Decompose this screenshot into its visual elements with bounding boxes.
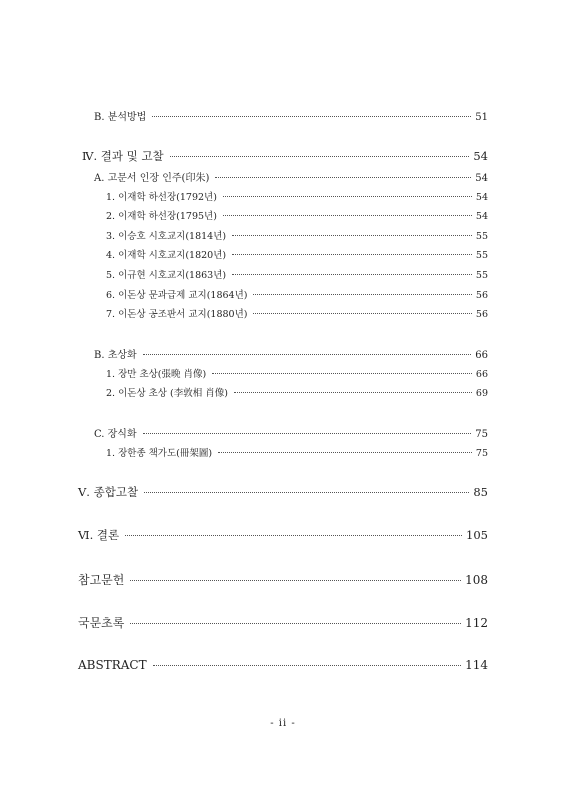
toc-entry	[78, 658, 488, 672]
toc-entry-label: 2. 이재학 하선장(1795년)	[106, 211, 217, 222]
toc-entry-page: 55	[475, 270, 488, 281]
toc-entry-label: C. 장식화	[94, 429, 137, 440]
toc-leader	[223, 215, 472, 216]
toc-leader	[152, 116, 471, 117]
toc-entry-page: 51	[475, 112, 488, 123]
toc-entry-page: 54	[475, 192, 488, 203]
toc-entry-label: 4. 이재학 시호교지(1820년)	[106, 250, 227, 261]
toc-entry-page: 85	[473, 485, 488, 499]
toc-entry	[106, 247, 488, 261]
toc-entry	[78, 571, 488, 588]
toc-leader	[143, 354, 472, 355]
toc-leader	[143, 433, 472, 434]
toc-entry-label: B. 분석방법	[94, 112, 147, 123]
toc-entry-label: 3. 이승호 시호교지(1814년)	[106, 231, 227, 242]
toc-entry-page: 75	[475, 429, 488, 440]
toc-entry	[94, 169, 488, 184]
toc-leader	[130, 623, 461, 624]
toc-entry-page: 69	[475, 388, 488, 399]
toc-entry-label: 5. 이규현 시호교지(1863년)	[106, 270, 227, 281]
toc-entry-label: 6. 이돈상 문과급제 교지(1864년)	[106, 290, 248, 301]
toc-entry-label: 1. 장한종 책가도(冊架圖)	[106, 448, 213, 459]
toc-leader	[253, 313, 471, 314]
toc-entry	[94, 346, 488, 361]
toc-entry-page: 66	[475, 350, 488, 361]
toc-entry-label: B. 초상화	[94, 350, 137, 361]
toc-leader	[212, 373, 472, 374]
toc-entry-page: 114	[465, 658, 488, 672]
toc-entry-page: 56	[475, 309, 488, 320]
toc-entry-page: 105	[466, 528, 488, 542]
toc-leader	[215, 177, 471, 178]
toc-entry-label: 1. 장만 초상(張晩 肖像)	[106, 369, 207, 380]
toc-leader	[232, 274, 472, 275]
toc-entry-label: ABSTRACT	[78, 658, 147, 672]
toc-entry-page: 54	[473, 149, 488, 163]
toc-entry	[106, 445, 488, 459]
toc-entry-label: Ⅴ. 종합고찰	[78, 485, 139, 499]
toc-entry-page: 112	[465, 616, 488, 630]
toc-leader	[130, 580, 461, 581]
toc-leader	[253, 294, 471, 295]
toc-entry	[106, 189, 488, 203]
toc-entry-page: 75	[475, 448, 488, 459]
toc-entry-label: 참고문헌	[78, 573, 125, 587]
toc-entry-label: 1. 이재학 하선장(1792년)	[106, 192, 217, 203]
toc-entry-label: Ⅵ. 결론	[78, 528, 120, 542]
toc-entry	[106, 267, 488, 281]
toc-leader	[170, 156, 470, 157]
toc-entry-page: 54	[475, 211, 488, 222]
toc-entry	[94, 425, 488, 440]
toc-entry	[106, 385, 488, 399]
toc-entry	[106, 287, 488, 301]
toc-entry-label: 국문초록	[78, 616, 125, 630]
toc-entry-label: A. 고문서 인장 인주(印朱)	[94, 173, 210, 184]
toc-entry-page: 55	[475, 250, 488, 261]
toc-entry-page: 54	[475, 173, 488, 184]
toc-entry-label: 7. 이돈상 공조판서 교지(1880년)	[106, 309, 248, 320]
toc-entry	[78, 527, 488, 543]
toc-entry-page: 108	[465, 573, 488, 587]
toc-entry-label: Ⅳ. 결과 및 고찰	[82, 149, 164, 163]
toc-entry	[78, 484, 488, 500]
toc-leader	[218, 452, 472, 453]
toc-entry	[82, 148, 488, 164]
toc-leader	[232, 254, 472, 255]
toc-leader	[232, 235, 472, 236]
toc-entry	[106, 366, 488, 380]
toc-entry	[106, 306, 488, 320]
toc-leader	[153, 665, 461, 666]
toc-entry-label: 2. 이돈상 초상 (李敦相 肖像)	[106, 388, 228, 399]
toc-entry	[106, 228, 488, 242]
toc-leader	[125, 535, 462, 536]
toc-entry-page: 55	[475, 231, 488, 242]
page-number: - ii -	[270, 718, 296, 729]
toc-leader	[234, 392, 472, 393]
toc-entry	[94, 108, 488, 123]
toc-leader	[223, 196, 472, 197]
toc-leader	[144, 492, 469, 493]
toc-entry-page: 56	[475, 290, 488, 301]
toc-entry	[106, 208, 488, 222]
toc-entry	[78, 614, 488, 631]
toc-entry-page: 66	[475, 369, 488, 380]
